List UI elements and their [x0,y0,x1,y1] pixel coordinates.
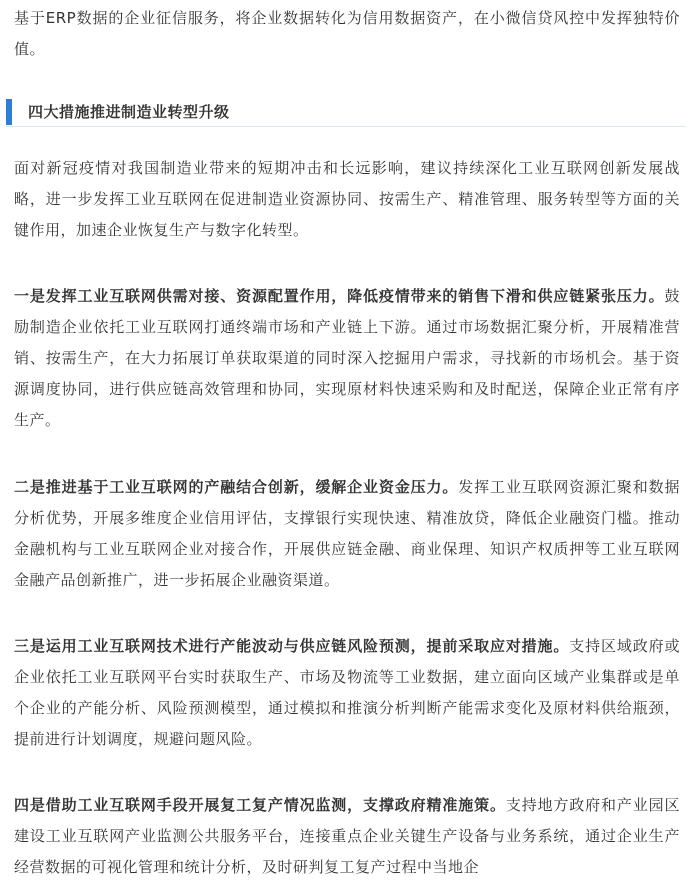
measure-1-body: 鼓励制造企业依托工业互联网打通终端市场和产业链上下游。通过市场数据汇聚分析，开展精准营销、按需生产，在大力拓展订单获取渠道的同时深入挖掘用户需求，寻找新的市场机会。基于资源调度协同，进行供应链高效管理和协同，实现原材料快速采购和及时配送，保障企业正常有序生产。 [14,287,680,429]
measure-2-body: 发挥工业互联网资源汇聚和数据分析优势，开展多维度企业信用评估，支撑银行实现快速、精准放贷，降低企业融资门槛。推动金融机构与工业互联网企业对接合作，开展供应链金融、商业保理、知识产权质押等工业互联网金融产品创新推广，进一步拓展企业融资渠道。 [14,478,680,589]
measure-3-lead: 三是运用工业互联网技术进行产能波动与供应链风险预测，提前采取应对措施。 [14,637,570,655]
measure-2-lead: 二是推进基于工业互联网的产融结合创新，缓解企业资金压力。 [14,478,459,496]
measure-3-paragraph [14,631,680,755]
measure-4-paragraph [14,790,680,883]
section-intro-paragraph: 面对新冠疫情对我国制造业带来的短期冲击和长远影响，建议持续深化工业互联网创新发展战略，进一步发挥工业互联网在促进制造业资源协同、按需生产、精准管理、服务转型等方面的关键作用，加速企业恢复生产与数字化转型。 [14,159,680,239]
measure-4-body: 支持地方政府和产业园区建设工业互联网产业监测公共服务平台，连接重点企业关键生产设备与业务系统，通过企业生产经营数据的可视化管理和统计分析，及时研判复工复产过程中当地企 [14,796,680,876]
measure-1-lead: 一是发挥工业互联网供需对接、资源配置作用，降低疫情带来的销售下滑和供应链紧张压力。 [14,287,665,305]
measure-1-paragraph [14,281,680,436]
section-heading [6,97,686,127]
section-accent-bar [6,99,12,125]
section-title: 四大措施推进制造业转型升级 [28,103,230,121]
measure-3-body: 支持区域政府或企业依托工业互联网平台实时获取生产、市场及物流等工业数据，建立面向区域产业集群或是单个企业的产能分析、风险预测模型，通过模拟和推演分析判断产能需求变化及原材料供给瓶颈，提前进行计划调度，规避问题风险。 [14,637,680,748]
measure-2-paragraph [14,472,680,596]
measure-4-lead: 四是借助工业互联网手段开展复工复产情况监测，支撑政府精准施策。 [14,796,506,814]
intro-paragraph: 基于ERP数据的企业征信服务，将企业数据转化为信用数据资产，在小微信贷风控中发挥独特价值。 [14,9,680,58]
